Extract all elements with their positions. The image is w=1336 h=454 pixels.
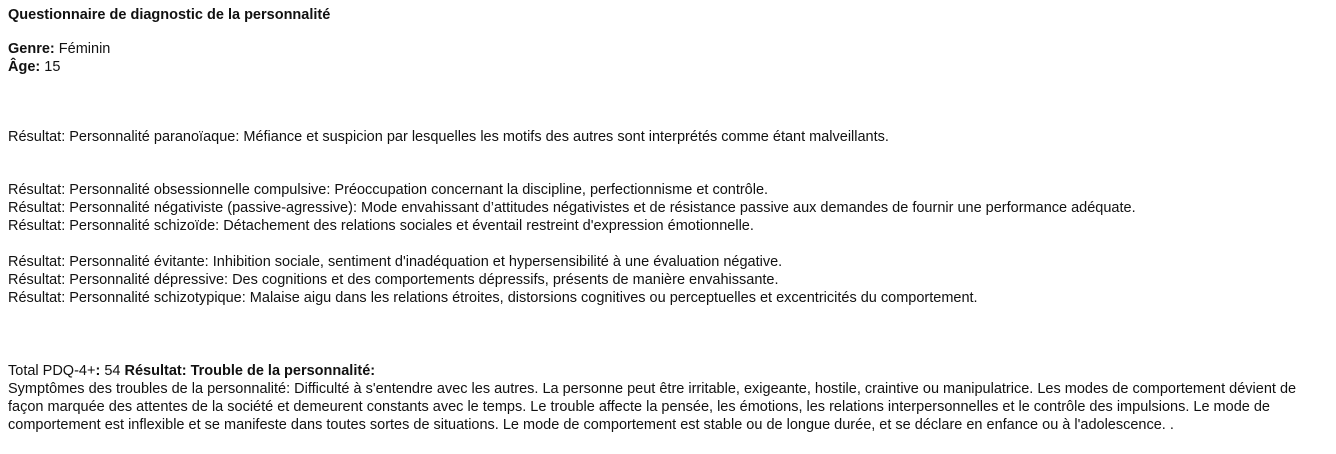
result-line: Résultat: Personnalité dépressive: Des cognitions et des comportements dépressifs, présents de manière envahissante.	[8, 272, 779, 288]
profile-section	[8, 40, 110, 76]
age-row	[8, 58, 110, 76]
total-value: 54	[104, 363, 121, 379]
age-value: 15	[44, 59, 61, 75]
result-line: Résultat: Personnalité évitante: Inhibition sociale, sentiment d'inadéquation et hypersensibilité à une évaluation négative.	[8, 254, 783, 270]
total-line	[8, 362, 1326, 380]
gender-row	[8, 40, 110, 58]
result-group-2	[8, 181, 1328, 235]
result-line: Résultat: Personnalité négativiste (passive-agressive): Mode envahissant d’attitudes négativistes et de résistance passive aux demandes de fournir une performance adéquate.	[8, 200, 1136, 216]
age-label: Âge:	[8, 59, 41, 75]
gender-value: Féminin	[58, 41, 111, 57]
total-colon: :	[95, 363, 101, 379]
total-section	[8, 362, 1326, 434]
symptoms-paragraph: Symptômes des troubles de la personnalité: Difficulté à s'entendre avec les autres. La personne peut être irritable, exigeante, hostile, craintive ou manipulatrice. Les modes de comportement dévient de façon marquée des attentes de la société et demeurent constants avec le temps. Le trouble affecte la pensée, les émotions, les relations interpersonnelles et le contrôle des impulsions. Le mode de comportement est inflexible et se manifeste dans toutes sortes de situations. Le mode de comportement est stable ou de longue durée, et se déclare en enfance ou à l'adolescence. .	[8, 381, 1297, 433]
total-result-value: Trouble de la personnalité:	[190, 363, 376, 379]
result-group-3	[8, 253, 1328, 307]
result-line: Résultat: Personnalité schizoïde: Détachement des relations sociales et éventail restreint d'expression émotionnelle.	[8, 218, 754, 234]
gender-label: Genre:	[8, 41, 55, 57]
result-line: Résultat: Personnalité obsessionnelle compulsive: Préoccupation concernant la discipline, perfectionnisme et contrôle.	[8, 182, 769, 198]
total-result-label: Résultat:	[124, 363, 187, 379]
total-label: Total PDQ-4+	[8, 363, 96, 379]
result-group-1	[8, 128, 1328, 146]
result-line: Résultat: Personnalité schizotypique: Malaise aigu dans les relations étroites, distorsions cognitives ou perceptuelles et excentricités du comportement.	[8, 290, 978, 306]
page-title: Questionnaire de diagnostic de la personnalité	[8, 7, 331, 23]
result-line: Résultat: Personnalité paranoïaque: Méfiance et suspicion par lesquelles les motifs des autres sont interprétés comme étant malveillants.	[8, 129, 889, 145]
